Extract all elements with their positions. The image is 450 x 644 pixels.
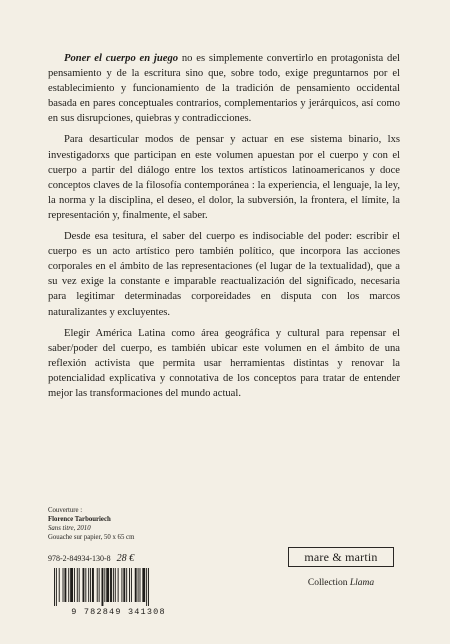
isbn-line	[48, 553, 134, 564]
barcode-bar	[123, 568, 125, 602]
barcode-bar	[135, 568, 137, 602]
cover-credit-label: Couverture :	[48, 507, 83, 514]
barcode-bar	[64, 568, 66, 602]
barcode-bar	[146, 568, 147, 606]
barcode-bar	[138, 568, 139, 602]
barcode-bar	[113, 568, 114, 602]
barcode-bar	[106, 568, 109, 602]
price: 28 €	[116, 553, 135, 564]
barcode-bar	[79, 568, 80, 602]
barcode-bar	[99, 568, 100, 602]
barcode-bar	[85, 568, 86, 602]
blurb-paragraph-1-text: no es simplemente convertirlo en protagonista del pensamiento y de la escritura sino que, sobre todo, exige preguntarnos por el establecimiento y funcionamiento de la tradición de pensamiento occidental basada en pares conceptuales contrarios, complementarios y jerárquicos, así como en sus disrupciones, quiebras y contradicciones.	[48, 53, 400, 125]
barcode-bar	[88, 568, 89, 602]
blurb-paragraph-4: Elegir América Latina como área geográfica y cultural para repensar el saber/poder del cuerpo, es también ubicar este volumen en el ámbito de una reflexión activista que permita usar herramientas distintas y renovar la potencialidad explicativa y connotativa de los conceptos para tratar de entender mejor las transformaciones del mundo actual.	[48, 327, 400, 399]
barcode-bar	[56, 568, 57, 606]
barcode-bar	[110, 568, 112, 602]
blurb-paragraph-3: Desde esa tesitura, el saber del cuerpo es indisociable del poder: escribir el cuerpo es un acto artístico pero también político, que incorpora las acciones corporales en el ámbito de las representaciones (el lugar de la textualidad), que a su vez exige la constante e imparable reactualización del significado, necesaria para legitimar determinadas corporeidades en disputa con los marcos naturalizantes y excluyentes.	[48, 231, 400, 318]
barcode-bar	[115, 568, 116, 602]
barcode-bar	[90, 568, 91, 602]
barcode-bar	[102, 568, 104, 606]
barcode-digits: 9 782849 341308	[71, 607, 166, 616]
blurb-lead-title: Poner el cuerpo en juego	[64, 53, 179, 64]
barcode-bar	[77, 568, 78, 602]
collection-name: Llama	[349, 578, 375, 588]
artwork-medium: Gouache sur papier, 50 x 65 cm	[48, 534, 135, 541]
barcode-bar	[63, 568, 64, 602]
barcode-bar	[118, 568, 119, 602]
barcode-bar	[142, 568, 145, 602]
barcode-bar	[74, 568, 75, 602]
barcode-bar	[54, 568, 55, 606]
barcode-bar	[68, 568, 69, 602]
barcode-bar	[148, 568, 149, 606]
cover-credit	[48, 506, 248, 542]
barcode-bar	[131, 568, 132, 602]
blurb-paragraph-2: Para desarticular modos de pensar y actuar en ese sistema binario, lxs investigadorxs que participan en este volumen apuestan por el cuerpo y con el cuerpo a partir del diálogo entre los textos artísticos latinoamericanos y doce conceptos claves de la filosofía contemporánea : la experiencia, el lenguaje, la ley, la norma y la disciplina, el deseo, el dolor, la subversión, la frontera, el límite, la representación y, finalmente, el saber.	[48, 134, 400, 221]
barcode	[46, 566, 191, 616]
blurb-text	[48, 51, 400, 401]
barcode-bar	[97, 568, 98, 602]
barcode-bar	[59, 568, 60, 602]
artwork-title: Sans titre, 2010	[48, 525, 91, 532]
barcode-bar	[121, 568, 122, 602]
collection-line	[288, 578, 394, 588]
barcode-bar	[129, 568, 130, 602]
barcode-bar	[104, 568, 105, 602]
publisher-logo: mare & martin	[288, 547, 394, 567]
barcode-bar	[83, 568, 85, 602]
collection-label: Collection	[307, 578, 350, 588]
barcode-bar	[126, 568, 127, 602]
blurb-paragraph-1	[48, 51, 400, 126]
isbn-number: 978-2-84934-130-8	[48, 554, 111, 563]
barcode-graphic	[46, 566, 191, 616]
barcode-bar	[92, 568, 94, 602]
barcode-bar	[70, 568, 73, 602]
barcode-bar	[140, 568, 141, 602]
cover-artist: Florence Tarbouriech	[48, 516, 111, 523]
